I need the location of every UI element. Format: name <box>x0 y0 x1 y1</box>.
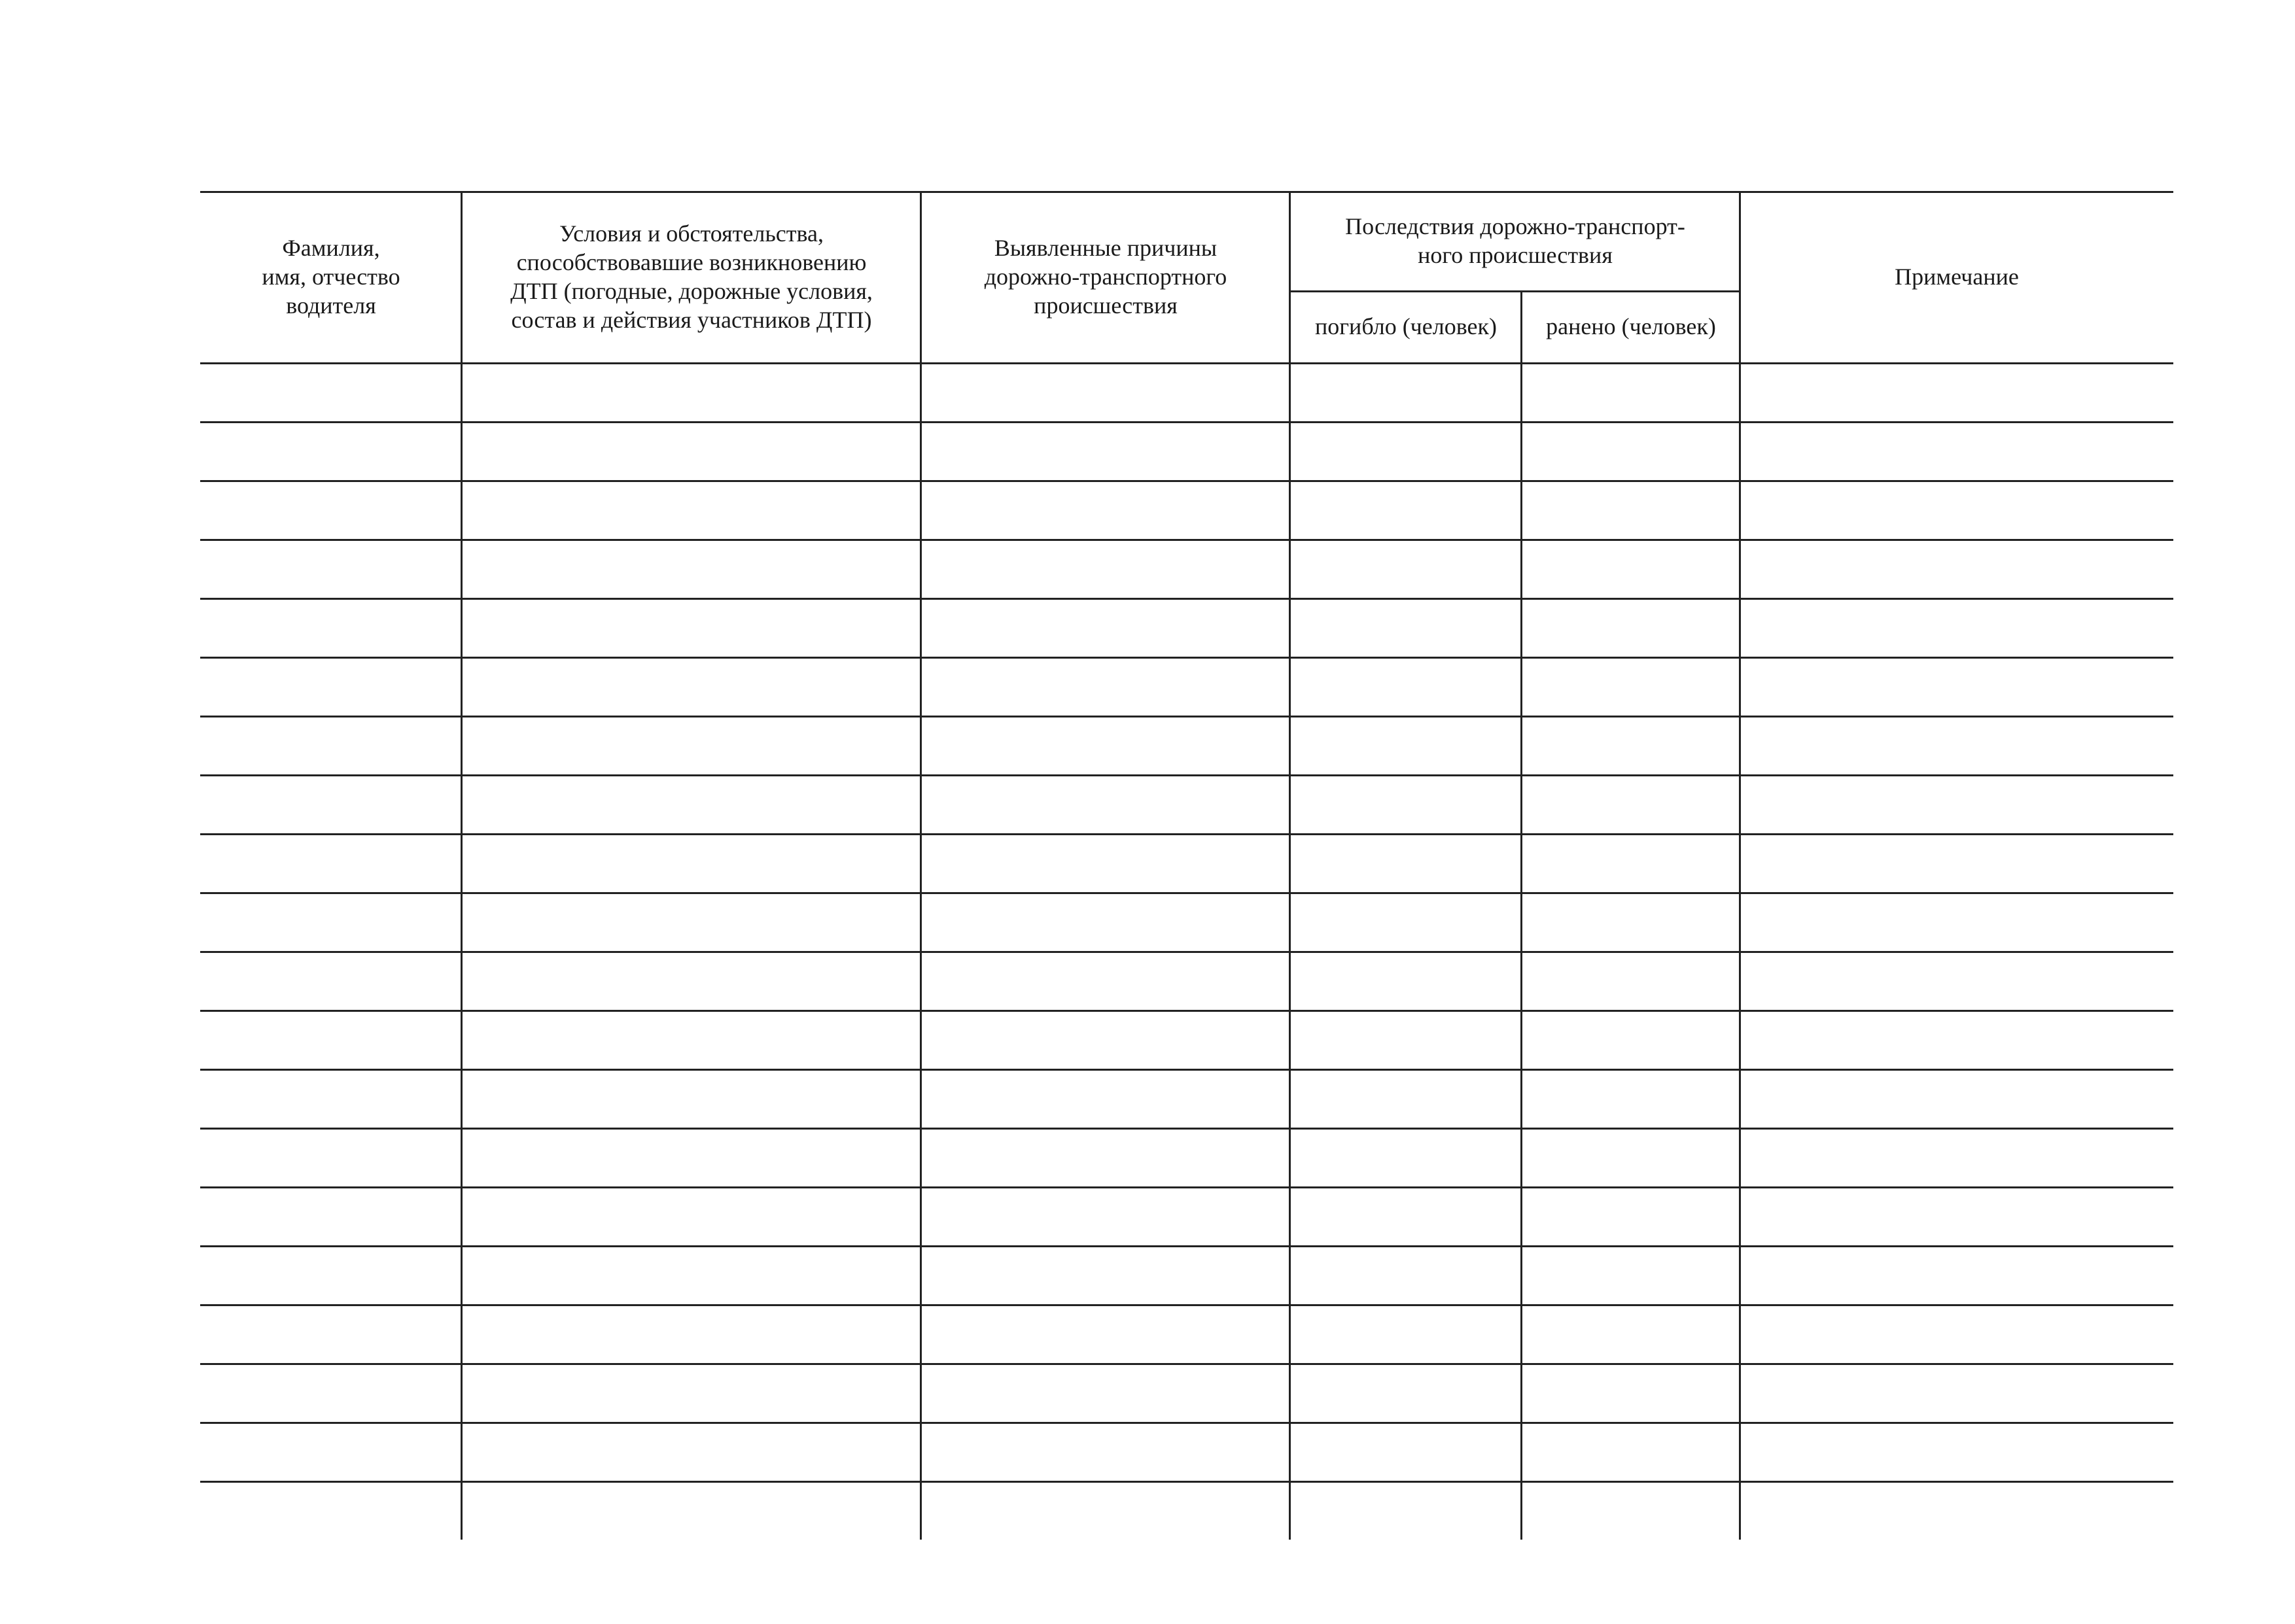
table-row-line <box>200 833 2173 835</box>
table-row-line <box>200 1010 2173 1012</box>
header-driver-name: Фамилия, имя, отчество водителя <box>262 235 400 319</box>
table-row-line <box>200 1245 2173 1247</box>
table-row-line <box>200 1363 2173 1365</box>
header-conditions: Условия и обстоятельства, способствовавшие возникновению ДТП (погодные, дорожные условия, состав и действия участников ДТП) <box>510 220 873 333</box>
table-row-line <box>200 892 2173 894</box>
table-row-line <box>200 1422 2173 1424</box>
accident-record-table <box>200 191 2173 1540</box>
header-note: Примечание <box>1895 264 2019 290</box>
table-row-line <box>200 1481 2173 1483</box>
column-divider-1 <box>461 191 463 1540</box>
table-row-line <box>200 539 2173 541</box>
header-killed: погибло (человек) <box>1315 313 1497 339</box>
table-row-line <box>200 1304 2173 1306</box>
table-row-line <box>200 774 2173 776</box>
table-row-line <box>200 657 2173 659</box>
table-row-line <box>200 362 2173 364</box>
table-row-line <box>200 1128 2173 1130</box>
table-row-line <box>200 951 2173 953</box>
column-divider-3 <box>1289 191 1291 1540</box>
column-divider-4 <box>1520 290 1522 1540</box>
column-divider-2 <box>920 191 922 1540</box>
consequences-divider <box>1290 290 1740 292</box>
header-causes: Выявленные причины дорожно-транспортного происшествия <box>984 235 1227 319</box>
header-consequences: Последствия дорожно-транспорт- ного происшествия <box>1345 213 1685 268</box>
table-row-line <box>200 1186 2173 1188</box>
table-row-line <box>200 716 2173 717</box>
table-row-line <box>200 480 2173 482</box>
table-row-line <box>200 421 2173 423</box>
table-top-border <box>200 191 2173 193</box>
table-row-line <box>200 598 2173 600</box>
column-divider-5 <box>1739 191 1741 1540</box>
table-row-line <box>200 1069 2173 1071</box>
header-injured: ранено (человек) <box>1546 313 1716 339</box>
